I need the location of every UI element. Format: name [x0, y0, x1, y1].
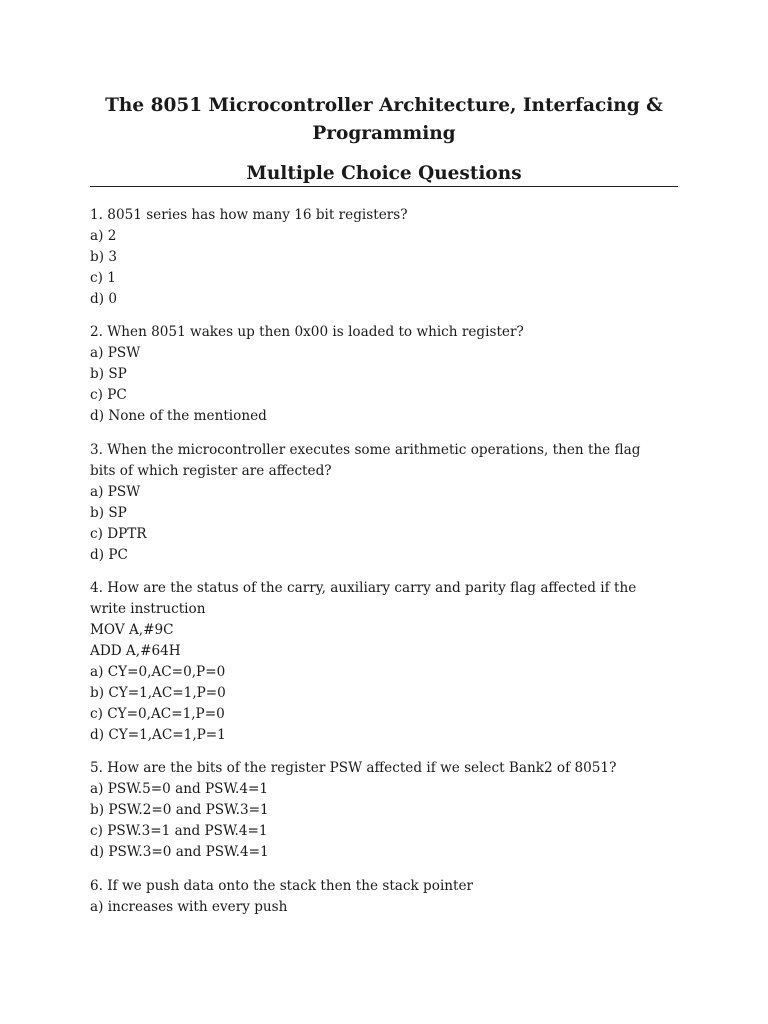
code-line: MOV A,#9C — [90, 622, 174, 638]
document-title: The 8051 Microcontroller Architecture, Interfacing & Programming — [105, 95, 663, 144]
answer-option-a: a) 2 — [90, 228, 117, 244]
question-6 — [90, 876, 690, 918]
answer-option-b: b) PSW.2=0 and PSW.3=1 — [90, 802, 269, 818]
question-stem-line: 6. If we push data onto the stack then the stack pointer — [90, 878, 474, 894]
question-5 — [90, 758, 690, 863]
answer-option-d: d) None of the mentioned — [90, 408, 267, 424]
question-stem-line: bits of which register are affected? — [90, 463, 332, 479]
question-4 — [90, 578, 690, 746]
answer-option-d: d) CY=1,AC=1,P=1 — [90, 727, 226, 743]
answer-option-b: b) SP — [90, 366, 127, 382]
answer-option-c: c) PC — [90, 387, 127, 403]
answer-option-a: a) PSW — [90, 345, 141, 361]
question-stem-line: 3. When the microcontroller executes some arithmetic operations, then the flag — [90, 442, 641, 458]
answer-option-c: c) 1 — [90, 270, 116, 286]
answer-option-b: b) SP — [90, 505, 127, 521]
answer-option-a: a) increases with every push — [90, 899, 288, 915]
answer-option-d: d) PSW.3=0 and PSW.4=1 — [90, 844, 269, 860]
answer-option-d: d) PC — [90, 547, 128, 563]
answer-option-a: a) PSW — [90, 484, 141, 500]
question-3 — [90, 440, 690, 566]
question-stem-line: 1. 8051 series has how many 16 bit registers? — [90, 207, 408, 223]
question-stem-line: 5. How are the bits of the register PSW affected if we select Bank2 of 8051? — [90, 760, 617, 776]
document-subtitle: Multiple Choice Questions — [246, 163, 522, 184]
question-stem-line: 2. When 8051 wakes up then 0x00 is loaded to which register? — [90, 324, 524, 340]
answer-option-a: a) PSW.5=0 and PSW.4=1 — [90, 781, 269, 797]
code-line: ADD A,#64H — [90, 643, 181, 659]
question-1 — [90, 205, 690, 310]
answer-option-c: c) DPTR — [90, 526, 147, 542]
answer-option-a: a) CY=0,AC=0,P=0 — [90, 664, 226, 680]
title-divider — [90, 186, 678, 187]
question-stem-line: write instruction — [90, 601, 206, 617]
answer-option-d: d) 0 — [90, 291, 117, 307]
question-2 — [90, 322, 690, 427]
question-stem-line: 4. How are the status of the carry, auxiliary carry and parity flag affected if the — [90, 580, 637, 596]
answer-option-b: b) 3 — [90, 249, 117, 265]
answer-option-c: c) CY=0,AC=1,P=0 — [90, 706, 225, 722]
answer-option-b: b) CY=1,AC=1,P=0 — [90, 685, 226, 701]
answer-option-c: c) PSW.3=1 and PSW.4=1 — [90, 823, 268, 839]
